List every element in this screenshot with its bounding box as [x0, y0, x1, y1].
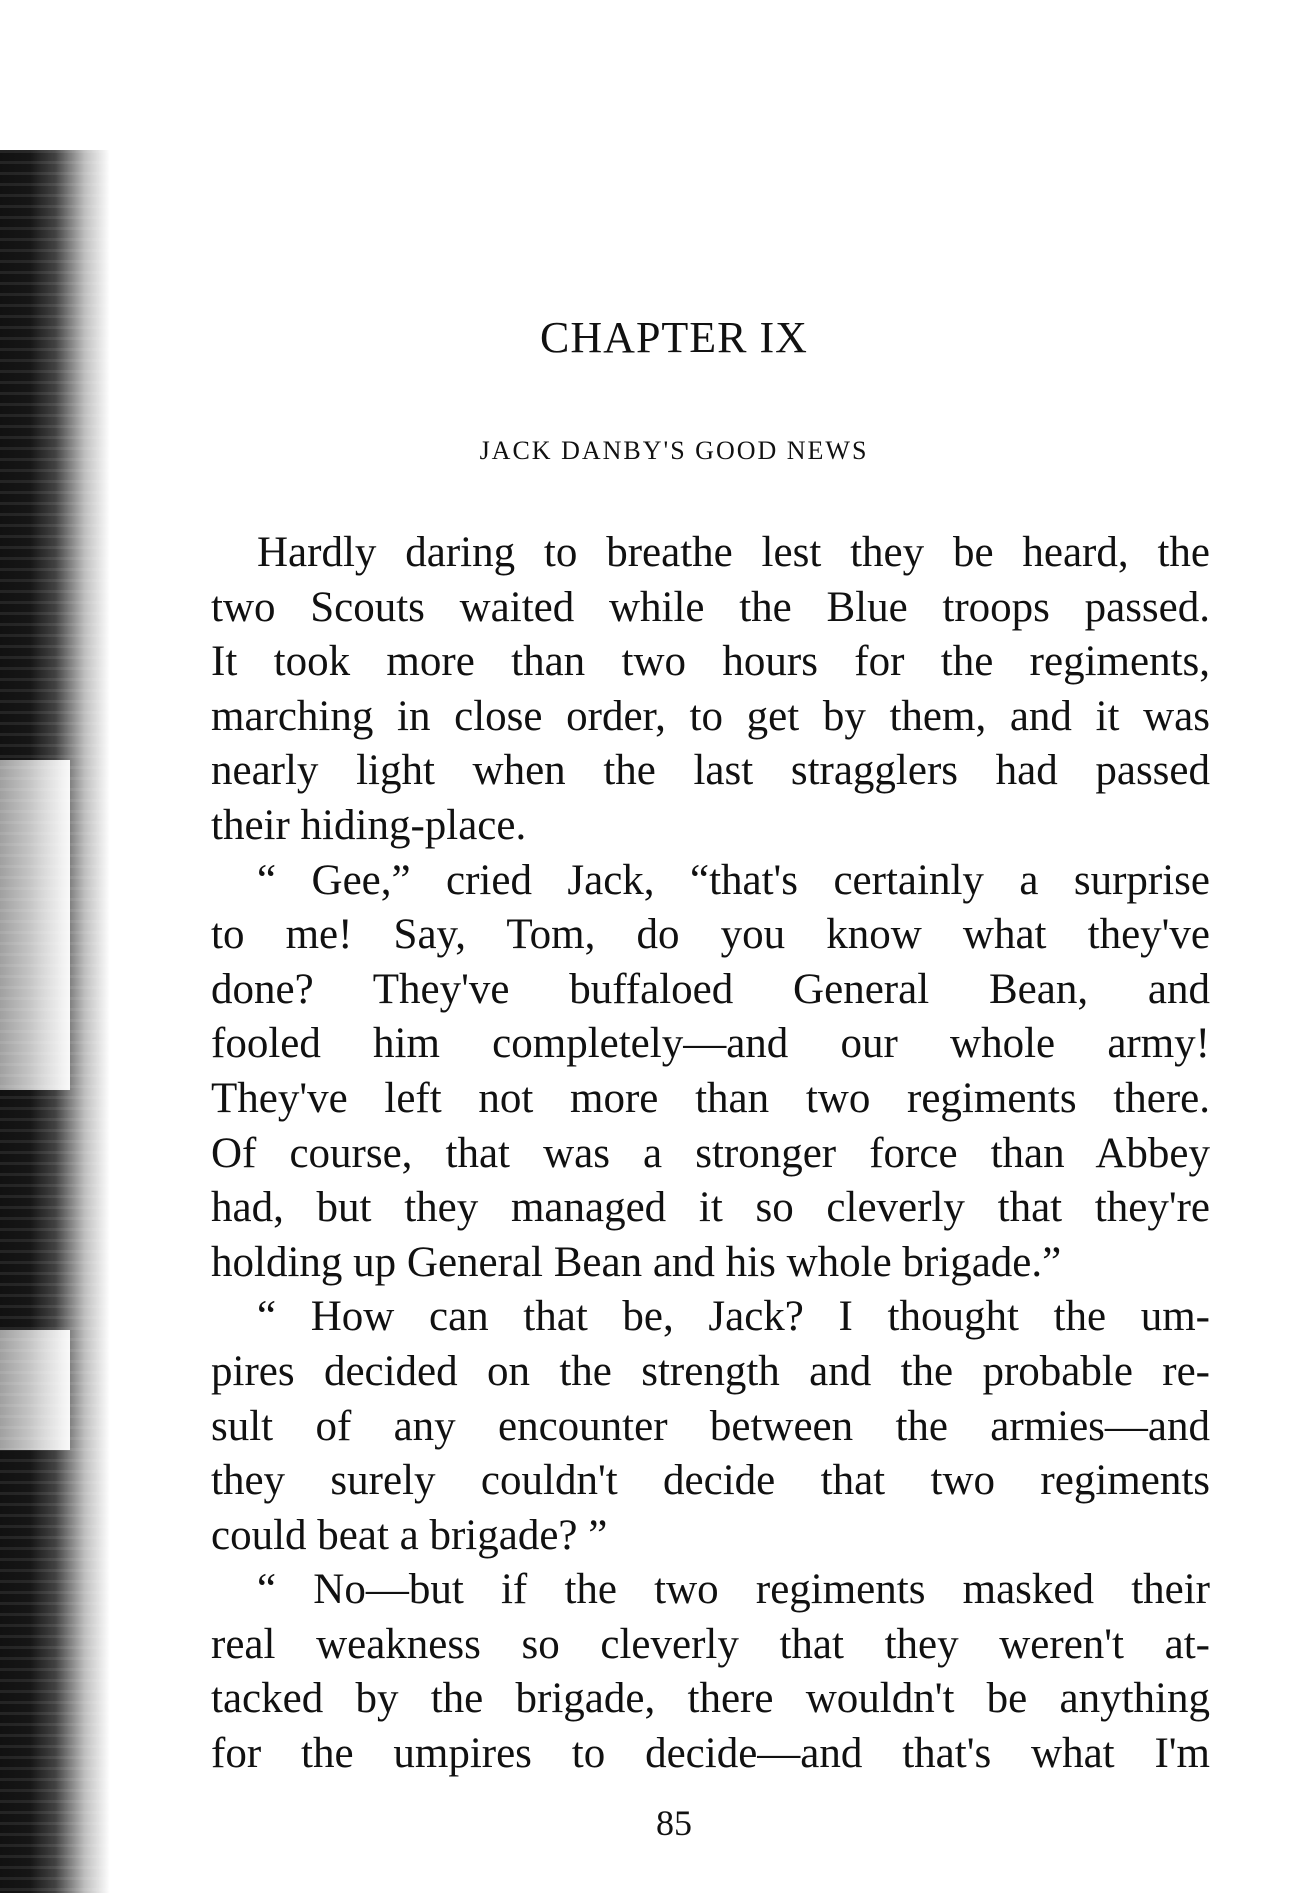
text-line: pires decided on the strength and the probable re- — [211, 1347, 1210, 1395]
text-line: They've left not more than two regiments there. — [211, 1074, 1210, 1122]
text-line: nearly light when the last stragglers had passed — [211, 747, 1210, 795]
paragraph — [165, 526, 1210, 854]
text-line: holding up General Bean and his whole brigade.” — [211, 1238, 1062, 1286]
chapter-subtitle: JACK DANBY'S GOOD NEWS — [479, 436, 869, 465]
text-line: fooled him completely—and our whole army! — [211, 1020, 1210, 1068]
text-line: they surely couldn't decide that two regiments — [211, 1457, 1210, 1505]
text-line: marching in close order, to get by them, and it was — [211, 692, 1210, 740]
text-line: for the umpires to decide—and that's what I'm — [211, 1730, 1210, 1778]
text-line: done? They've buffaloed General Bean, and — [211, 965, 1210, 1013]
text-line: It took more than two hours for the regiments, — [211, 638, 1210, 686]
paragraph — [165, 1563, 1210, 1781]
text-line: “ No—but if the two regiments masked their — [257, 1566, 1210, 1614]
text-line: Hardly daring to breathe lest they be heard, the — [257, 529, 1210, 576]
page-number: 85 — [656, 1803, 692, 1843]
text-line: “ How can that be, Jack? I thought the um- — [257, 1293, 1210, 1341]
chapter-title: CHAPTER IX — [540, 313, 808, 362]
text-line: to me! Say, Tom, do you know what they've — [211, 911, 1210, 959]
text-line: real weakness so cleverly that they weren't at- — [211, 1620, 1210, 1668]
binding-edge-light-patch — [0, 1330, 70, 1450]
paragraph — [165, 854, 1210, 1291]
binding-edge-light-patch — [0, 760, 70, 1090]
paragraph — [165, 1290, 1210, 1563]
text-line: two Scouts waited while the Blue troops passed. — [211, 583, 1210, 631]
text-line: their hiding-place. — [211, 801, 527, 849]
text-line: sult of any encounter between the armies—and — [211, 1402, 1210, 1450]
text-line: “ Gee,” cried Jack, “that's certainly a surprise — [257, 856, 1210, 904]
text-line: Of course, that was a stronger force than Abbey — [211, 1129, 1210, 1177]
chapter-body — [165, 526, 1210, 1782]
text-line: had, but they managed it so cleverly that they're — [211, 1184, 1210, 1232]
text-line: could beat a brigade? ” — [211, 1511, 608, 1559]
text-line: tacked by the brigade, there wouldn't be anything — [211, 1675, 1210, 1723]
